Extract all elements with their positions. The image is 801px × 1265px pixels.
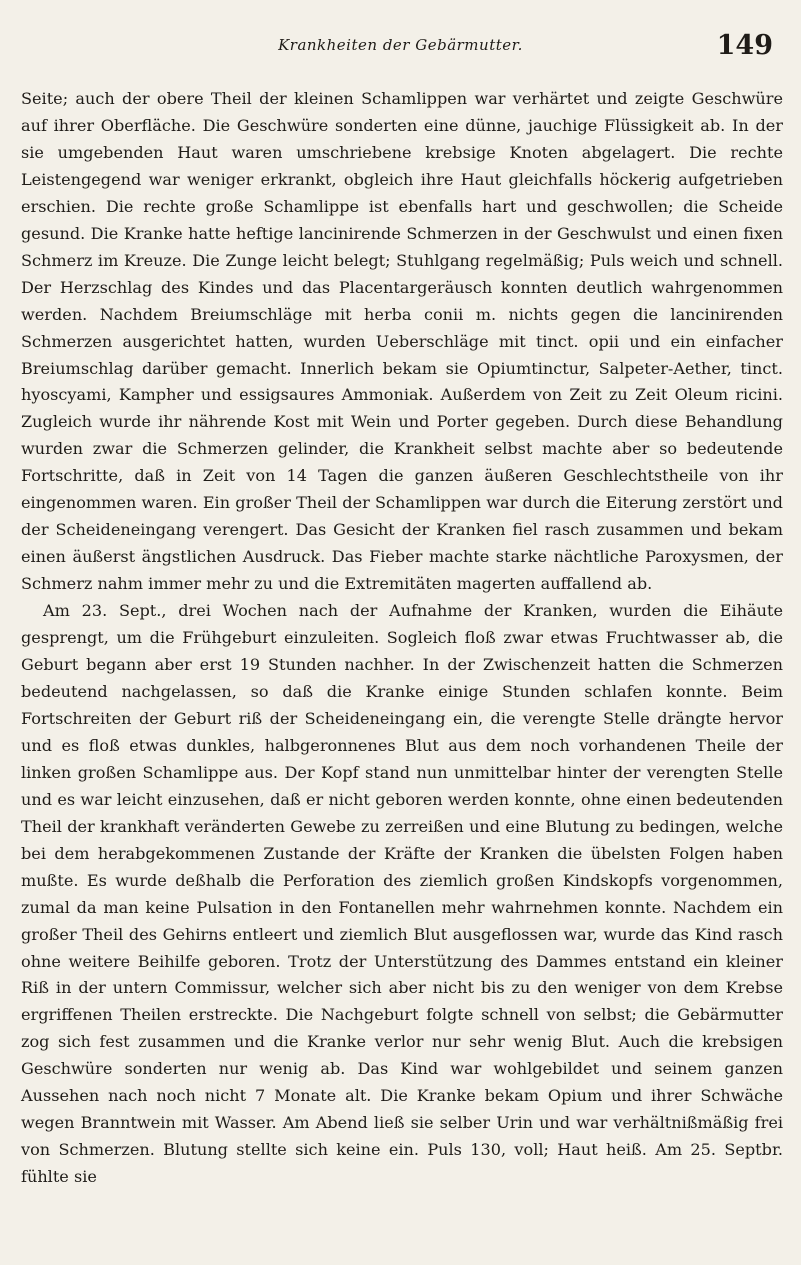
running-head [0, 30, 801, 62]
body-text [21, 86, 783, 1191]
paragraph: Am 23. Sept., drei Wochen nach der Aufnahme der Kranken, wurden die Eihäute gesprengt, um die Frühgeburt einzuleiten. Sogleich floß zwar etwas Fruchtwasser ab, die Geburt begann aber erst 19 Stunden nachher. In der Zwischenzeit hatten die Schmerzen bedeutend nachgelassen, so daß die Kranke einige Stunden schlafen konnte. Beim Fortschreiten der Geburt riß der Scheideneingang ein, die verengte Stelle drängte hervor und es floß etwas dunkles, halbgeronnenes Blut aus dem noch vorhandenen Theile der linken großen Schamlippe aus. Der Kopf stand nun unmittelbar hinter der verengten Stelle und es war leicht einzusehen, daß er nicht geboren werden konnte, ohne einen bedeutenden Theil der krankhaft veränderten Gewebe zu zerreißen und eine Blutung zu bedingen, welche bei dem herabgekommenen Zustande der Kräfte der Kranken die übelsten Folgen haben mußte. Es wurde deßhalb die Perforation des ziemlich großen Kindskopfs vorgenommen, zumal da man keine Pulsation in den Fontanellen mehr wahrnehmen konnte. Nachdem ein großer Theil des Gehirns entleert und ziemlich Blut ausgeflossen war, wurde das Kind rasch ohne weitere Beihilfe geboren. Trotz der Unterstützung des Dammes entstand ein kleiner Riß in der untern Commissur, welcher sich aber nicht bis zu den weniger von dem Krebse ergriffenen Theilen erstreckte. Die Nachgeburt folgte schnell von selbst; die Gebärmutter zog sich fest zusammen und die Kranke verlor nur sehr wenig Blut. Auch die krebsigen Geschwüre sonderten nur wenig ab. Das Kind war wohlgebildet und seinem ganzen Aussehen nach noch nicht 7 Monate alt. Die Kranke bekam Opium und ihrer Schwäche wegen Branntwein mit Wasser. Am Abend ließ sie selber Urin und war verhältnißmäßig frei von Schmerzen. Blutung stellte sich keine ein. Puls 130, voll; Haut heiß. Am 25. Septbr. fühlte sie [21, 601, 783, 1187]
page-number: 149 [716, 30, 773, 61]
paragraph: Seite; auch der obere Theil der kleinen Schamlippen war verhärtet und zeigte Geschwüre auf ihrer Oberfläche. Die Geschwüre sonderten eine dünne, jauchige Flüssigkeit ab. In der sie umgebenden Haut waren umschriebene krebsige Knoten abgelagert. Die rechte Leistengegend war weniger erkrankt, obgleich ihre Haut gleichfalls höckerig aufgetrieben erschien. Die rechte große Schamlippe ist ebenfalls hart und geschwollen; die Scheide gesund. Die Kranke hatte heftige lancinirende Schmerzen in der Geschwulst und einen fixen Schmerz im Kreuze. Die Zunge leicht belegt; Stuhlgang regelmäßig; Puls weich und schnell. Der Herzschlag des Kindes und das Placentargeräusch konnten deutlich wahrgenommen werden. Nachdem Breiumschläge mit herba conii m. nichts gegen die lancinirenden Schmerzen ausgerichtet hatten, wurden Ueberschläge mit tinct. opii und ein einfacher Breiumschlag darüber gemacht. Innerlich bekam sie Opiumtinctur, Salpeter-Aether, tinct. hyoscyami, Kampher und essigsaures Ammoniak. Außerdem von Zeit zu Zeit Oleum ricini. Zugleich wurde ihr nährende Kost mit Wein und Porter gegeben. Durch diese Behandlung wurden zwar die Schmerzen gelinder, die Krankheit selbst machte aber so bedeutende Fortschritte, daß in Zeit von 14 Tagen die ganzen äußeren Geschlechtstheile von ihr eingenommen waren. Ein großer Theil der Schamlippen war durch die Eiterung zerstört und der Scheideneingang verengert. Das Gesicht der Kranken fiel rasch zusammen und bekam einen äußerst ängstlichen Ausdruck. Das Fieber machte starke nächtliche Paroxysmen, der Schmerz nahm immer mehr zu und die Extremitäten magerten auffallend ab. [21, 89, 783, 594]
running-title: Krankheiten der Gebärmutter. [278, 36, 523, 54]
